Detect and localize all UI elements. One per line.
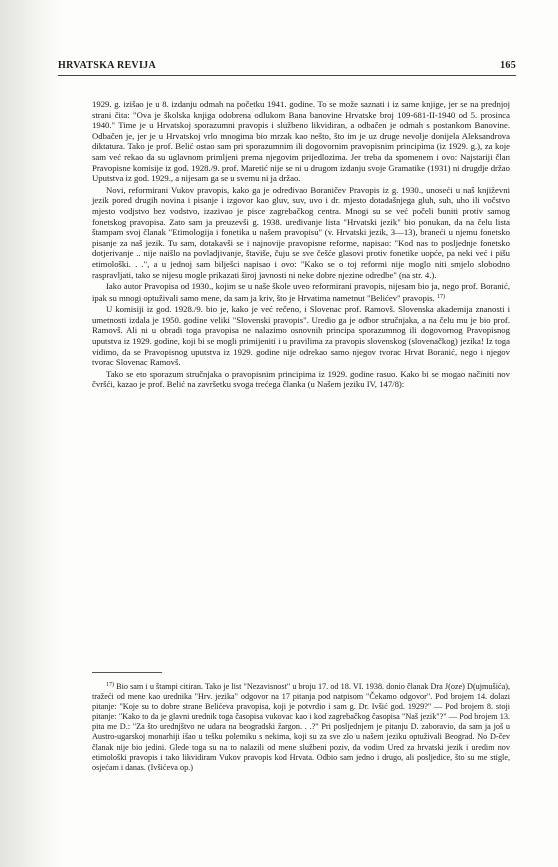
scan-shadow [0,0,62,867]
paragraph: 1929. g. izišao je u 8. izdanju odmah na početku 1941. godine. To se može saznati i iz same knjige, jer se na prednjoj strani čita: "Ova je školska knjiga odobrena odlukom Bana banovine Hrvatske broj 109-681-II-1940 od 5. prosinca 1940." Time je u Hrvatskoj sporazumni pravopis i službeno likvidiran, a odbačen je odmah s postankom Banovine. Odbačen je, jer je u Hrvatskoj vrlo mnogima bio mrzak kao nešto, što im je uz druge nevolje donijela Aleksandrova diktatura. Tako je prof. Belić ostao sam pri sporazumnim ili dogovornim pravopisnim principima (iz 1929. g.), za koje sam već rekao da su uglavnom primljeni prema njegovim prijedlozima. Jer treba da spomenem i ovo: Najstariji član Pravopisne komisije iz god. 1928./9. prof. Maretić nije se ni u drugom izdanju svoje Gramatike (1931) ni drugdje držao Uputstva iz god. 1929., a nijesam ga se u svemu ni ja držao. [92,99,510,184]
footnote-text: Bio sam i u štampi citiran. Tako je list "Nezavisnost" u broju 17. od 18. VI. 1938. donio članak Dra J(oze) D(ujmušića), tražeći od mene kao urednika "Hrv. jezika" odgovor na 17 pitanja pod natpisom "Čekamo odgovor". Pod brojem 14. dolazi pitanje: "Koje su to dobre strane Belićeva pravopisa, koji je potvrdio i sam g. Dr. Ivšić god. 1929?" — Pod brojem 8. stoji pitanje: "Kako to da je glavni urednik toga časopisa vukovac kao i kod zagrebačkog časopisa "Naš jezik"?" — Pod brojem 13. pita me D.: "Za što urednjštvo ne udara na beogradski žargon. . .?" Pri posljednjem je pitanju D. zaboravio, da sam ja još u Austro-ugarskoj monarhiji išao u tešku polemiku s nekima, koji su za sve zlo u našem jeziku optuživali Beograd. No D-čev članak nije bio jedini. Glede toga su na to nalazili od mene službeni poziv, da vodim Ured za hrvatski jezik i uredim nov etimološki pravopis i tako likvidiram Vukov pravopis kod Hrvata. Odbio sam jedno i drugo, ali posljedice, što su me stigle, osjećam i danas. (Ivšićeva op.) [92,682,511,772]
main-text [92,99,510,390]
footnote-divider [92,672,162,673]
footnote-paragraph [92,680,510,773]
paragraph: U komisiji iz god. 1928./9. bio je, kako je već rečeno, i Slovenac prof. Ramovš. Slovenska akademija znanosti i umetnosti izdala je 1950. godine veliki "Slovenski pravopis". Uredio ga je odbor stručnjaka, a na čelu mu je bio prof. Ramovš. Ali ni u obradi toga pravopisa ne nalazimo osnovnih principa sporazumnog ili dogovornog Pravopisnog uputstva iz 1929. godine, koji bi se mogli primijeniti i u pravilima za pravopis slovenskog (slovenačkog) jezika! Iz toga vidimo, da se Pravopisnog uputstva iz 1929. godine nije odrekao samo njegov tvorac Hrvat Boranić, nego i njegov tvorac Slovenac Ramovš. [92,304,510,368]
paragraph-text: Iako autor Pravopisa od 1930., kojim se u naše škole uveo reformirani pravopis, nijesam bio ja, nego prof. Boranić, ipak su mnogi optuživali samo mene, da sam ja kriv, što je Hrvatima nametnut "Belićev" pravopis. [92,281,510,303]
footnote-mark: 17) [106,682,114,688]
page-number: 165 [500,60,516,71]
page-header [58,58,516,76]
footnote [92,680,510,773]
paragraph [92,281,510,303]
paragraph: Novi, reformirani Vukov pravopis, kako ga je određivao Boraničev Pravopis iz g. 1930., unoseći u naš književni jezik pored drugih novina i pisanje i izgovor kao gluv, suv, uvo i dr. mjesto dotadašnjega gluh, suh, uho ili vočstvo mjesto vodjstvo bez vodstvo, izazivao je pisce zagrebačkog centra. Mnogi su se već počeli buniti protiv samog fonetskog pravopisa. Zato sam ja preuzevši g. 1938. uređivanje lista "Hrvatski jezik" bio ponukan, da na čelu lista štampam svoj članak "Etimologija i fonetika u našem pravopisu" (v. Hrvatski jezik, 3—13), braneći u njemu fonetsko pisanje za naš jezik. Tu sam, dotakavši se i najnovije pravopisne reforme, napisao: "Kod nas to posljednje fonetsko dotjerivanje .. nije naišlo na povladjivanje, štaviše, čuju se sve češće glasovi protiv fonetike uopće, pa neki već i pišu etimološki. . .", a u jednoj sam bilješci napisao i ovo: "Kako se o toj reformi nije moglo niti smjelo slobodno raspravljati, tako se nijesu mogle prikazati širој javnosti ni neke dobre njezine odredbe" (na str. 4.). [92,184,510,280]
journal-title: HRVATSKA REVIJA [58,60,156,71]
paragraph: Tako se eto sporazum stručnjaka o pravopisnim principima iz 1929. godine rasuo. Kako bi se mogao načiniti nov čvršći, kazao je prof. Belić na završetku svoga trećega članka (u Našem jeziku IV, 147/8): [92,368,510,390]
footnote-reference[interactable]: 17) [437,293,446,300]
